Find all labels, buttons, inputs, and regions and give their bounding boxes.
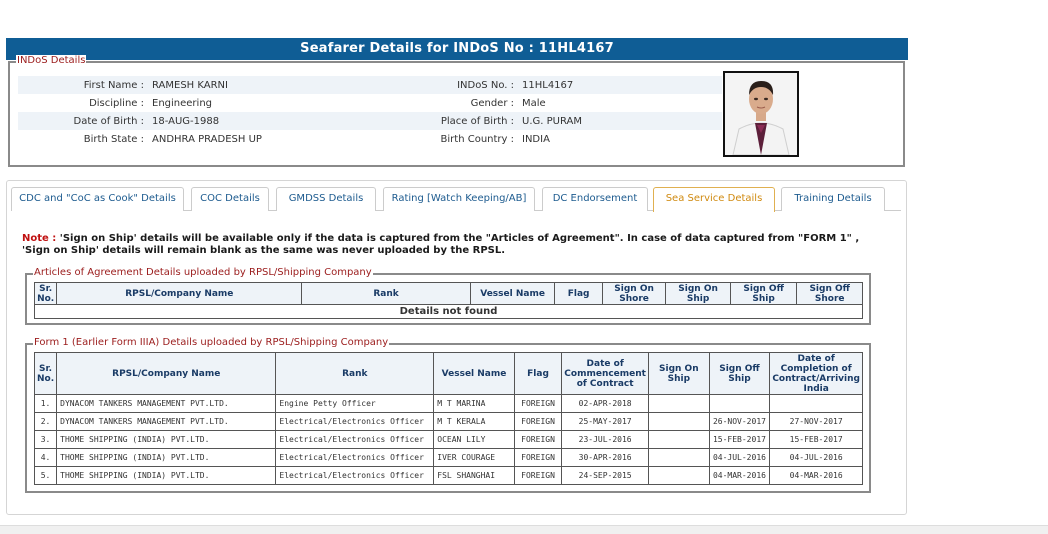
cell-flag: FOREIGN bbox=[514, 449, 562, 467]
note-label: Note : bbox=[22, 233, 57, 244]
col-sign-on-shore: Sign On Shore bbox=[602, 283, 666, 305]
cell-commencement-date: 02-APR-2018 bbox=[562, 395, 649, 413]
cell-rank: Engine Petty Officer bbox=[276, 395, 434, 413]
indos-value: U.G. PURAM bbox=[518, 112, 722, 130]
details-not-found-message: Details not found bbox=[35, 305, 863, 319]
articles-of-agreement-section bbox=[25, 267, 871, 325]
cell-sr-no: 4. bbox=[35, 449, 57, 467]
cell-commencement-date: 25-MAY-2017 bbox=[562, 413, 649, 431]
cell-flag: FOREIGN bbox=[514, 413, 562, 431]
cell-sign-on-ship bbox=[648, 413, 709, 431]
cell-sr-no: 1. bbox=[35, 395, 57, 413]
indos-details-table bbox=[18, 76, 722, 148]
col-sign-on-ship: Sign On Ship bbox=[666, 283, 731, 305]
cell-rank: Electrical/Electronics Officer bbox=[276, 467, 434, 485]
col-sign-on-ship: Sign On Ship bbox=[648, 353, 709, 395]
tab-coc-details[interactable]: COC Details bbox=[191, 187, 269, 211]
tab-dc-endorsement[interactable]: DC Endorsement bbox=[542, 187, 648, 211]
cell-sr-no: 5. bbox=[35, 467, 57, 485]
col-sign-off-ship: Sign Off Ship bbox=[730, 283, 797, 305]
page-title: Seafarer Details for INDoS No : 11HL4167 bbox=[6, 38, 908, 60]
tab-training-details[interactable]: Training Details bbox=[781, 187, 885, 211]
articles-table bbox=[34, 282, 863, 319]
cell-company-name: THOME SHIPPING (INDIA) PVT.LTD. bbox=[57, 449, 276, 467]
cell-completion-date: 27-NOV-2017 bbox=[770, 413, 863, 431]
col-flag: Flag bbox=[514, 353, 562, 395]
col-company-name: RPSL/Company Name bbox=[57, 283, 302, 305]
cell-sign-off-ship bbox=[709, 395, 770, 413]
indos-value: Male bbox=[522, 97, 546, 109]
cell-sign-off-ship: 26-NOV-2017 bbox=[709, 413, 770, 431]
table-row bbox=[35, 413, 863, 431]
col-rank: Rank bbox=[302, 283, 470, 305]
indos-label: Place of Birth : bbox=[368, 112, 518, 130]
col-company-name: RPSL/Company Name bbox=[57, 353, 276, 395]
indos-label: Gender : bbox=[470, 97, 514, 109]
indos-value: RAMESH KARNI bbox=[148, 76, 368, 94]
cell-vessel-name: M T MARINA bbox=[434, 395, 515, 413]
cell-completion-date: 15-FEB-2017 bbox=[770, 431, 863, 449]
col-rank: Rank bbox=[276, 353, 434, 395]
indos-label: INDoS No. : bbox=[368, 76, 518, 94]
cell-flag: FOREIGN bbox=[514, 395, 562, 413]
cell-company-name: THOME SHIPPING (INDIA) PVT.LTD. bbox=[57, 467, 276, 485]
col-sr-no: Sr. No. bbox=[35, 353, 57, 395]
cell-vessel-name: FSL SHANGHAI bbox=[434, 467, 515, 485]
cell-sign-on-ship bbox=[648, 449, 709, 467]
indos-label: Discipline : bbox=[89, 97, 144, 109]
person-photo-icon bbox=[725, 73, 797, 155]
table-row bbox=[35, 467, 863, 485]
col-sign-off-shore: Sign Off Shore bbox=[797, 283, 863, 305]
indos-details-section bbox=[8, 55, 905, 167]
table-row bbox=[35, 431, 863, 449]
indos-label: Date of Birth : bbox=[18, 112, 148, 130]
footer-scrollbar bbox=[0, 525, 1048, 534]
col-commencement-date: Date of Commencement of Contract bbox=[562, 353, 649, 395]
indos-details-legend: INDoS Details bbox=[17, 55, 86, 66]
details-panel bbox=[6, 180, 907, 515]
cell-commencement-date: 24-SEP-2015 bbox=[562, 467, 649, 485]
cell-company-name: DYNACOM TANKERS MANAGEMENT PVT.LTD. bbox=[57, 395, 276, 413]
col-completion-date: Date of Completion of Contract/Arriving India bbox=[770, 353, 863, 395]
indos-detail-row bbox=[18, 130, 722, 148]
indos-detail-row bbox=[18, 112, 722, 130]
col-sr-no: Sr. No. bbox=[35, 283, 57, 305]
indos-label: Birth Country : bbox=[440, 133, 514, 145]
cell-sign-on-ship bbox=[648, 431, 709, 449]
sign-on-ship-note bbox=[22, 233, 882, 257]
note-text: 'Sign on Ship' details will be available only if the data is captured from the "Articles of Agreement". In case of data captured from "FORM 1" , 'Sign on Ship' details will remain blank as the same was never uploaded by the RPSL. bbox=[22, 233, 860, 256]
cell-sign-on-ship bbox=[648, 395, 709, 413]
cell-sign-off-ship: 04-MAR-2016 bbox=[709, 467, 770, 485]
cell-sign-off-ship: 15-FEB-2017 bbox=[709, 431, 770, 449]
table-row bbox=[35, 395, 863, 413]
cell-commencement-date: 30-APR-2016 bbox=[562, 449, 649, 467]
indos-detail-row bbox=[18, 76, 722, 94]
cell-commencement-date: 23-JUL-2016 bbox=[562, 431, 649, 449]
cell-completion-date: 04-JUL-2016 bbox=[770, 449, 863, 467]
indos-value: INDIA bbox=[522, 133, 550, 145]
cell-rank: Electrical/Electronics Officer bbox=[276, 413, 434, 431]
cell-sign-on-ship bbox=[648, 467, 709, 485]
tab-gmdss-details[interactable]: GMDSS Details bbox=[276, 187, 376, 211]
articles-legend: Articles of Agreement Details uploaded by RPSL/Shipping Company bbox=[34, 267, 372, 278]
cell-completion-date bbox=[770, 395, 863, 413]
cell-sign-off-ship: 04-JUL-2016 bbox=[709, 449, 770, 467]
col-vessel-name: Vessel Name bbox=[434, 353, 515, 395]
cell-rank: Electrical/Electronics Officer bbox=[276, 431, 434, 449]
col-sign-off-ship: Sign Off Ship bbox=[709, 353, 770, 395]
tab-rating-watch-keeping[interactable]: Rating [Watch Keeping/AB] bbox=[383, 187, 535, 211]
form1-section bbox=[25, 337, 871, 493]
seafarer-photo bbox=[723, 71, 799, 157]
cell-sr-no: 3. bbox=[35, 431, 57, 449]
col-flag: Flag bbox=[555, 283, 602, 305]
indos-detail-row bbox=[18, 94, 722, 112]
cell-flag: FOREIGN bbox=[514, 431, 562, 449]
indos-label: First Name : bbox=[18, 76, 148, 94]
cell-flag: FOREIGN bbox=[514, 467, 562, 485]
indos-value: 18-AUG-1988 bbox=[148, 112, 368, 130]
tab-sea-service-details[interactable]: Sea Service Details bbox=[653, 187, 775, 212]
cell-vessel-name: M T KERALA bbox=[434, 413, 515, 431]
col-vessel-name: Vessel Name bbox=[470, 283, 555, 305]
form1-legend: Form 1 (Earlier Form IIIA) Details uploaded by RPSL/Shipping Company bbox=[34, 337, 389, 348]
form1-table bbox=[34, 352, 863, 485]
cell-company-name: DYNACOM TANKERS MANAGEMENT PVT.LTD. bbox=[57, 413, 276, 431]
cell-rank: Electrical/Electronics Officer bbox=[276, 449, 434, 467]
indos-value: ANDHRA PRADESH UP bbox=[152, 133, 262, 145]
tab-bar bbox=[11, 187, 901, 211]
indos-label: Birth State : bbox=[83, 133, 144, 145]
cell-completion-date: 04-MAR-2016 bbox=[770, 467, 863, 485]
tab-cdc-coc-cook[interactable]: CDC and "CoC as Cook" Details bbox=[11, 187, 184, 211]
indos-value: Engineering bbox=[152, 97, 212, 109]
cell-sr-no: 2. bbox=[35, 413, 57, 431]
cell-vessel-name: IVER COURAGE bbox=[434, 449, 515, 467]
cell-vessel-name: OCEAN LILY bbox=[434, 431, 515, 449]
cell-company-name: THOME SHIPPING (INDIA) PVT.LTD. bbox=[57, 431, 276, 449]
indos-value: 11HL4167 bbox=[518, 76, 722, 94]
table-row bbox=[35, 449, 863, 467]
